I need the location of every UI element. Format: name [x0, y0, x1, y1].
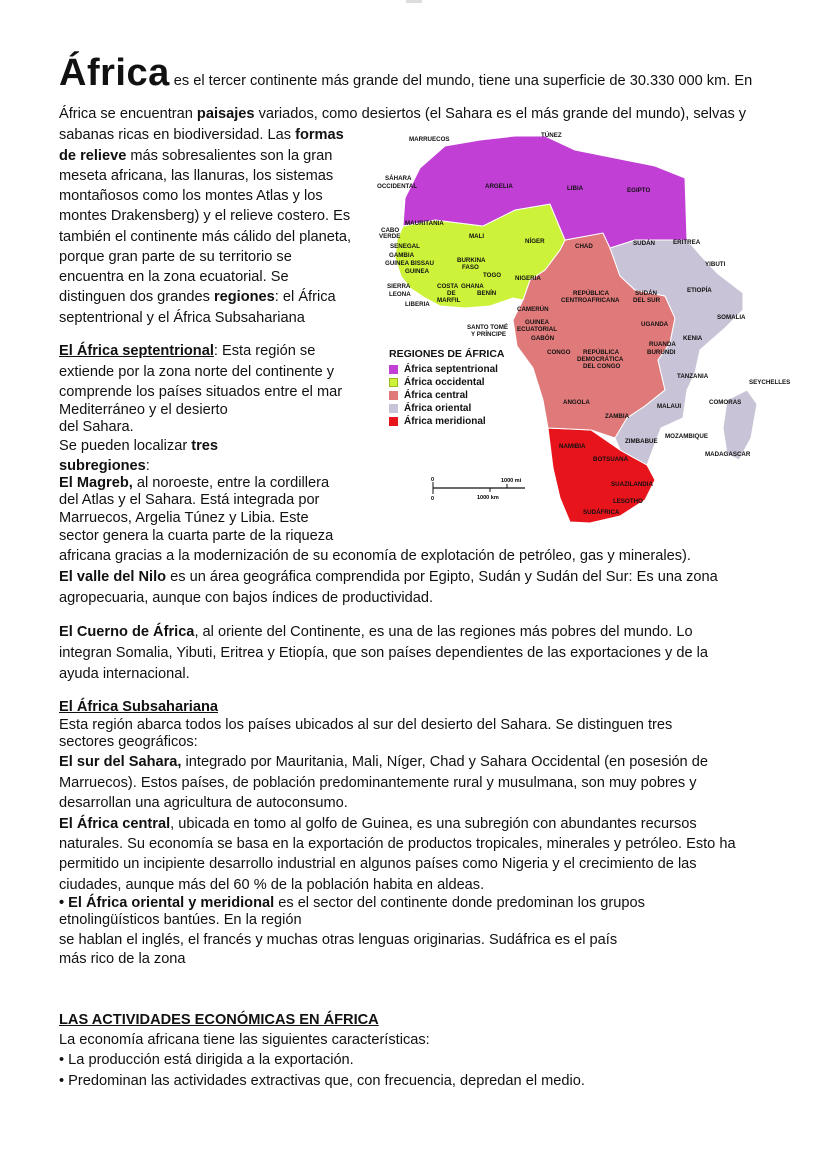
sept-line-5: del Sahara. — [59, 419, 134, 435]
intro-line-8: también el continente más cálido del planeta, — [59, 229, 352, 245]
label-kenia: KENIA — [683, 335, 703, 342]
label-gabon: GABÓN — [531, 335, 555, 342]
label-ghana: GHANA — [461, 283, 484, 290]
map-scale-bar — [431, 477, 525, 502]
label-burundi: BURUNDI — [647, 349, 676, 356]
sept-line-11: sector genera la cuarta parte de la riqueza — [59, 528, 334, 544]
sept-line-7: subregiones: — [59, 458, 150, 474]
label-comoras: COMORAS — [709, 399, 742, 406]
label-costa-1: COSTA — [437, 283, 459, 290]
legend-title: REGIONES DE ÁFRICA — [389, 348, 505, 360]
central-line-3: permitido un incipiente desarrollo industrial en algunos países como Nigeria y el crecimiento de las — [59, 856, 697, 872]
oriental-line-1: • El África oriental y meridional es el sector del continente donde predominan los grupos — [59, 895, 645, 911]
label-sierra-2: LEONA — [389, 291, 411, 298]
label-zambia: ZAMBIA — [605, 413, 630, 420]
sept-line-9: del Atlas y el Sahara. Está integrada por — [59, 492, 320, 508]
label-mali: MALI — [469, 233, 485, 240]
heading-line — [59, 52, 752, 95]
label-burkina-2: FASO — [462, 264, 479, 271]
intro-line-7: montes Drakensberg) y el relieve costero. Es — [59, 208, 351, 224]
label-guinea-ec-1: GUINEA — [525, 319, 550, 326]
africa-regions-map — [365, 128, 791, 533]
label-sudan-sur-2: DEL SUR — [633, 297, 661, 304]
scale-km-label: 1000 km — [477, 495, 499, 501]
label-sierra-1: SIERRA — [387, 283, 411, 290]
label-marruecos: MARRUECOS — [409, 136, 450, 143]
oriental-line-3: se hablan el inglés, el francés y muchas otras lenguas originarias. Sudáfrica es el país — [59, 932, 618, 948]
cuerno-line-2: integran Somalia, Yibuti, Eritrea y Etiopía, que son países dependientes de las exportaciones y de la — [59, 645, 709, 661]
intro-line-4: de relieve más sobresalientes son la gran — [59, 148, 333, 164]
label-cabo-2: VERDE — [379, 233, 401, 240]
intro-line-12: septentrional y el África Subsahariana — [59, 310, 305, 326]
oriental-line-4: más rico de la zona — [59, 951, 186, 967]
page-title: África — [59, 52, 170, 94]
sept-line-12: africana gracias a la modernización de su economía de explotación de petróleo, gas y minerales). — [59, 548, 691, 564]
label-rdc-2: DEMOCRÁTICA — [577, 356, 624, 363]
label-tunez: TÚNEZ — [541, 132, 562, 139]
sept-line-8: El Magreb, al noroeste, entre la cordillera — [59, 475, 330, 491]
label-zimbabue: ZIMBABUE — [625, 438, 658, 445]
cuerno-line-1: El Cuerno de África, al oriente del Continente, es una de las regiones más pobres del mundo. Lo — [59, 624, 693, 640]
intro-line-2: África se encuentran paisajes variados, como desiertos (el Sahara es el más grande del mundo), selvas y — [59, 106, 747, 122]
cuerno-line-3: ayuda internacional. — [59, 666, 190, 682]
label-benin: BENÍN — [477, 290, 497, 297]
label-rdc-3: DEL CONGO — [583, 363, 621, 370]
intro-line-11: distinguen dos grandes regiones: el África — [59, 289, 336, 305]
label-suazilandia: SUAZILANDIA — [611, 481, 653, 488]
scale-zero-bottom: 0 — [431, 496, 435, 502]
legend-swatch — [389, 365, 398, 374]
label-somalia: SOMALIA — [717, 314, 746, 321]
label-malaui: MALAUI — [657, 403, 682, 410]
legend-swatch — [389, 378, 398, 387]
label-rdc-1: REPÚBLICA — [583, 349, 620, 356]
nilo-line-1: El valle del Nilo es un área geográfica comprendida por Egipto, Sudán y Sudán del Sur: Es una zona — [59, 569, 718, 585]
legend-item-septentrional: África septentrional — [389, 363, 505, 376]
sub-line-1: Esta región abarca todos los países ubicados al sur del desierto del Sahara. Se distinguen tres — [59, 717, 673, 733]
label-costa-2: DE — [447, 290, 456, 297]
sept-line-10: Marruecos, Argelia Túnez y Libia. Este — [59, 510, 309, 526]
label-rca-2: CENTROAFRICANA — [561, 297, 620, 304]
intro-line-6: montañosos como los montes Atlas y los — [59, 188, 323, 204]
label-santo-2: Y PRÍNCIPE — [471, 331, 506, 338]
label-burkina-1: BURKINA — [457, 257, 486, 264]
label-costa-3: MARFIL — [437, 297, 461, 304]
oriental-line-2: etnolingüísticos bantúes. En la región — [59, 912, 302, 928]
heading-rest: es el tercer continente más grande del mundo, tiene una superficie de 30.330 000 km. En — [169, 73, 753, 89]
label-camerun: CAMERÚN — [517, 306, 549, 313]
sept-line-4: Mediterráneo y el desierto — [59, 402, 228, 418]
label-chad: CHAD — [575, 243, 593, 250]
label-egipto: EGIPTO — [627, 187, 651, 194]
label-senegal: SENEGAL — [390, 243, 420, 250]
legend-item-occidental: África occidental — [389, 376, 505, 389]
subsahariana-heading: El África Subsahariana — [59, 699, 218, 715]
nilo-line-2: agropecuaria, aunque con bajos índices de productividad. — [59, 590, 434, 606]
label-niger: NÍGER — [525, 238, 545, 245]
sub-line-2: sectores geográficos: — [59, 734, 198, 750]
label-mauritania: MAURITANIA — [405, 220, 444, 227]
legend-swatch — [389, 391, 398, 400]
map-legend — [389, 348, 505, 428]
page-top-marker — [406, 0, 422, 3]
legend-swatch — [389, 417, 398, 426]
legend-item-meridional: África meridional — [389, 415, 505, 428]
label-mozambique: MOZAMBIQUE — [665, 433, 708, 440]
sur-line-1: El sur del Sahara, integrado por Mauritania, Mali, Níger, Chad y Sahara Occidental (en posesión de — [59, 754, 708, 770]
central-line-1: El África central, ubicada en tomo al golfo de Guinea, es una subregión con abundantes recursos — [59, 816, 697, 832]
economia-bullet-1: • La producción está dirigida a la exportación. — [59, 1052, 354, 1068]
economia-bullet-2: • Predominan las actividades extractivas que, con frecuencia, depredan el medio. — [59, 1073, 585, 1089]
label-sahara-1: SÁHARA — [385, 175, 412, 182]
scale-mi-label: 1000 mi — [501, 478, 522, 484]
sept-line-6: Se pueden localizar tres — [59, 438, 219, 454]
label-sudan-sur-1: SUDÁN — [635, 290, 658, 297]
label-nigeria: NIGERIA — [515, 275, 541, 282]
label-sahara-2: OCCIDENTAL — [377, 183, 418, 190]
economia-line-1: La economía africana tiene las siguientes características: — [59, 1032, 430, 1048]
sept-line-2: extiende por la zona norte del continente y — [59, 364, 335, 380]
label-congo: CONGO — [547, 349, 571, 356]
label-angola: ANGOLA — [563, 399, 590, 406]
label-botsuana: BOTSUANA — [593, 456, 629, 463]
sept-line-3: comprende los países situados entre el mar — [59, 384, 343, 400]
label-libia: LIBIA — [567, 185, 584, 192]
label-ruanda: RUANDA — [649, 341, 676, 348]
septentrional-heading: El África septentrional: Esta región se — [59, 343, 316, 359]
label-liberia: LIBERIA — [405, 301, 430, 308]
label-rca-1: REPÚBLICA — [573, 290, 610, 297]
label-cabo-1: CABO — [381, 227, 400, 234]
intro-line-3: sabanas ricas en biodiversidad. Las formas — [59, 127, 344, 143]
label-santo-1: SANTO TOMÉ — [467, 324, 509, 331]
label-etiopia: ETIOPÍA — [687, 287, 712, 294]
label-yibuti: YIBUTI — [705, 261, 726, 268]
legend-swatch — [389, 404, 398, 413]
intro-line-5: meseta africana, las llanuras, los sistemas — [59, 168, 334, 184]
label-sudafrica: SUDÁFRICA — [583, 509, 620, 516]
central-line-4: ciudades, aunque más del 60 % de la población habita en aldeas. — [59, 877, 485, 893]
sur-line-3: desarrollan una agricultura de autoconsumo. — [59, 795, 348, 811]
label-lesotho: LESOTHO — [613, 498, 643, 505]
label-seychelles: SEYCHELLES — [749, 379, 791, 386]
central-line-2: naturales. Su economía se basa en la exportación de productos tropicales, minerales y petróleo. Esto ha — [59, 836, 736, 852]
label-madagascar: MADAGASCAR — [705, 451, 751, 458]
intro-line-10: encuentra en la zona ecuatorial. Se — [59, 269, 289, 285]
scale-zero-top: 0 — [431, 477, 435, 483]
label-namibia: NAMIBIA — [559, 443, 586, 450]
economia-heading: LAS ACTIVIDADES ECONÓMICAS EN ÁFRICA — [59, 1012, 379, 1028]
label-guinea: GUINEA — [405, 268, 430, 275]
label-uganda: UGANDA — [641, 321, 669, 328]
label-guinea-ec-2: ECUATORIAL — [517, 326, 557, 333]
intro-line-9: porque gran parte de su territorio se — [59, 249, 292, 265]
label-argelia: ARGELIA — [485, 183, 513, 190]
sur-line-2: Marruecos). Estos países, de población predominantemente rural y musulmana, son muy pobres y — [59, 775, 697, 791]
label-sudan: SUDÁN — [633, 240, 656, 247]
label-togo: TOGO — [483, 272, 502, 279]
label-eritrea: ERITREA — [673, 239, 701, 246]
label-guinea-bissau: GUINEA BISSAU — [385, 260, 434, 267]
label-tanzania: TANZANIA — [677, 373, 709, 380]
legend-item-oriental: África oriental — [389, 402, 505, 415]
legend-item-central: África central — [389, 389, 505, 402]
label-gambia: GAMBIA — [389, 252, 415, 259]
